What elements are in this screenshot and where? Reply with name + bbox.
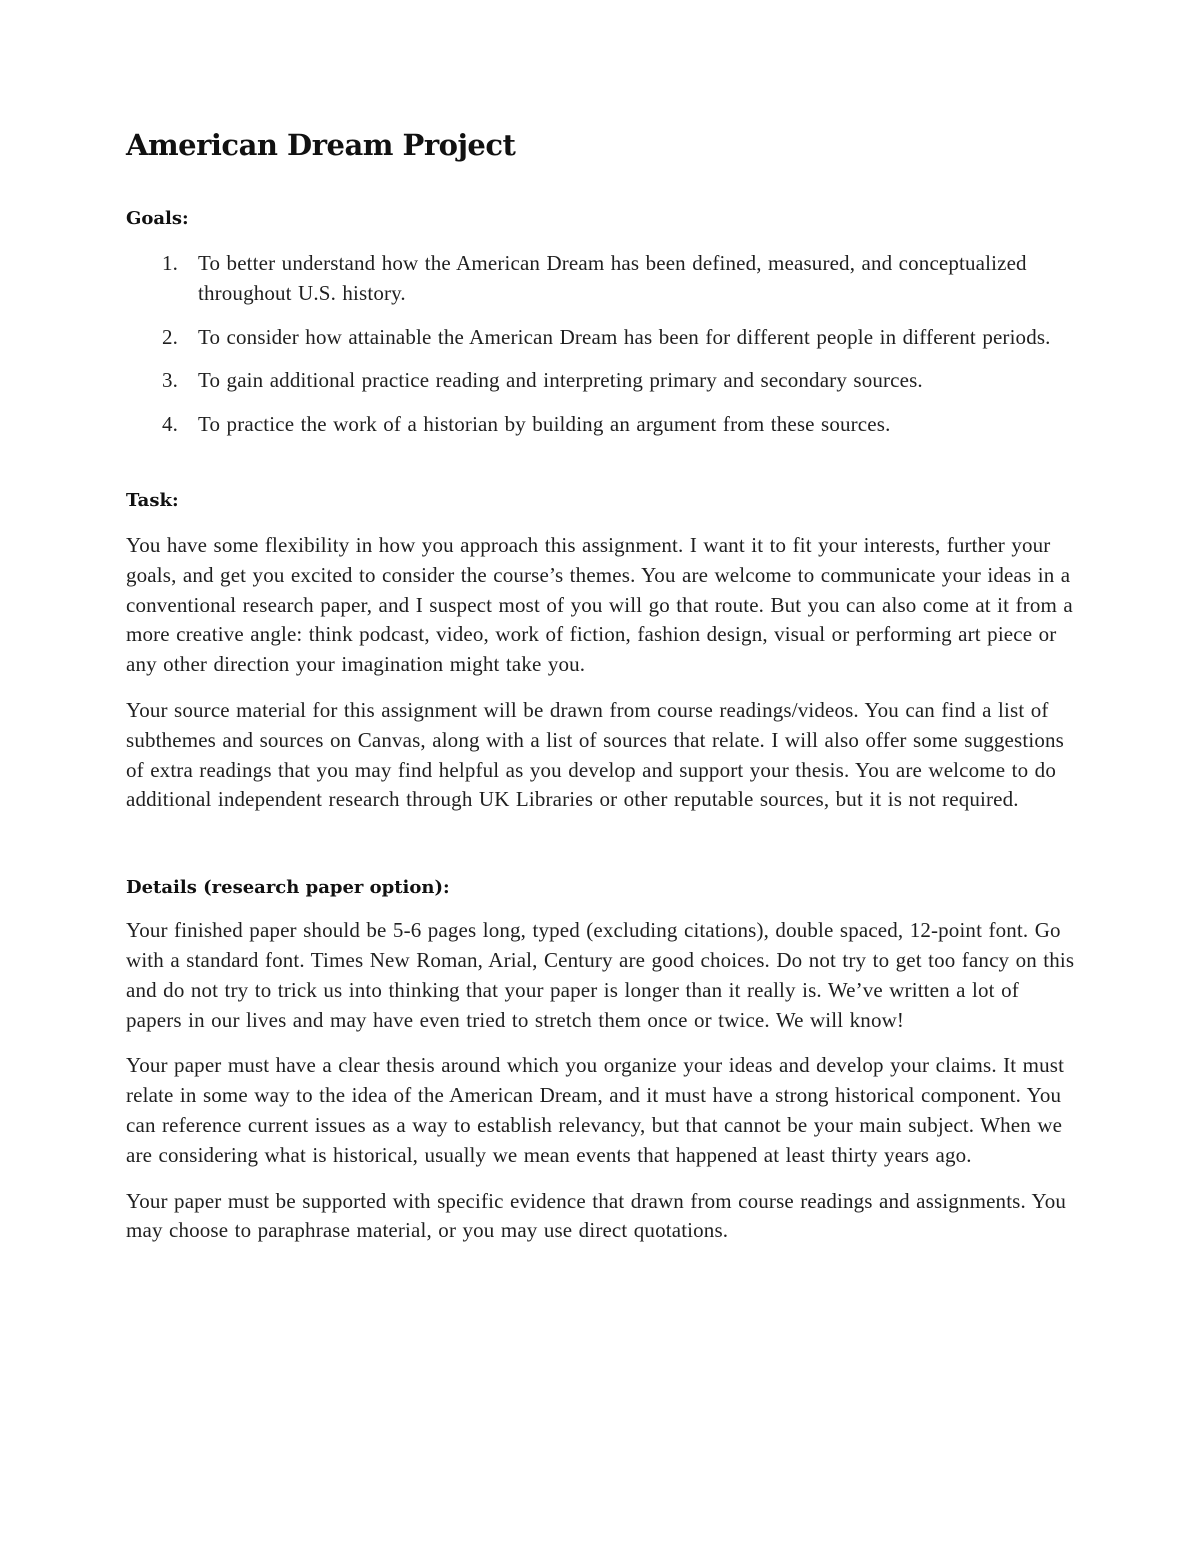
goal-number: 2. bbox=[162, 324, 179, 349]
goal-text: To consider how attainable the American Dream has been for different people in different periods. bbox=[198, 324, 1051, 349]
task-paragraph: Your source material for this assignment will be drawn from course readings/videos. You can find a list of subthemes and sources on Canvas, along with a list of sources that relate. I will also offer some suggestions of extra readings that you may find helpful as you develop and support your thesis. You are welcome to do additional independent research through UK Libraries or other reputable sources, but it is not required. bbox=[126, 697, 1064, 812]
goals-heading: Goals: bbox=[126, 208, 189, 229]
goals-list bbox=[126, 249, 1076, 440]
goal-number: 4. bbox=[162, 412, 179, 437]
details-heading: Details (research paper option): bbox=[126, 877, 450, 899]
goal-text: To practice the work of a historian by building an argument from these sources. bbox=[198, 412, 891, 437]
document-page bbox=[126, 128, 1076, 1246]
task-heading: Task: bbox=[126, 489, 179, 511]
details-paragraph: Your paper must have a clear thesis around which you organize your ideas and develop your claims. It must relate in some way to the idea of the American Dream, and it must have a strong historical component. You can reference current issues as a way to establish relevancy, but that cannot be your main subject. When we are considering what is historical, usually we mean events that happened at least thirty years ago. bbox=[126, 1053, 1065, 1167]
goal-number: 1. bbox=[162, 251, 179, 275]
details-paragraph: Your paper must be supported with specific evidence that drawn from course readings and assignments. You may choose to paraphrase material, or you may use direct quotations. bbox=[126, 1188, 1067, 1243]
details-paragraph: Your finished paper should be 5-6 pages long, typed (excluding citations), double spaced, 12-point font. Go with a standard font. Times New Roman, Arial, Century are good choices. Do not try to get too fancy on this and do not try to trick us into thinking that your paper is longer than it really is. We’ve written a lot of papers in our lives and may have even tried to stretch them once or twice. We will know! bbox=[126, 918, 1075, 1032]
goal-item bbox=[126, 366, 1076, 396]
goal-item bbox=[126, 249, 1076, 309]
goal-item bbox=[126, 410, 1076, 440]
goal-item bbox=[126, 323, 1076, 353]
page-title: American Dream Project bbox=[126, 128, 516, 162]
goal-text: To better understand how the American Dream has been defined, measured, and conceptualized throughout U.S. history. bbox=[198, 251, 1027, 305]
task-paragraph: You have some flexibility in how you approach this assignment. I want it to fit your interests, further your goals, and get you excited to consider the course’s themes. You are welcome to communicate your ideas in a conventional research paper, and I suspect most of you will go that route. But you can also come at it from a more creative angle: think podcast, video, work of fiction, fashion design, visual or performing art piece or any other direction your imagination might take you. bbox=[126, 532, 1073, 677]
goal-number: 3. bbox=[162, 368, 179, 393]
goal-text: To gain additional practice reading and interpreting primary and secondary sources. bbox=[198, 368, 923, 393]
